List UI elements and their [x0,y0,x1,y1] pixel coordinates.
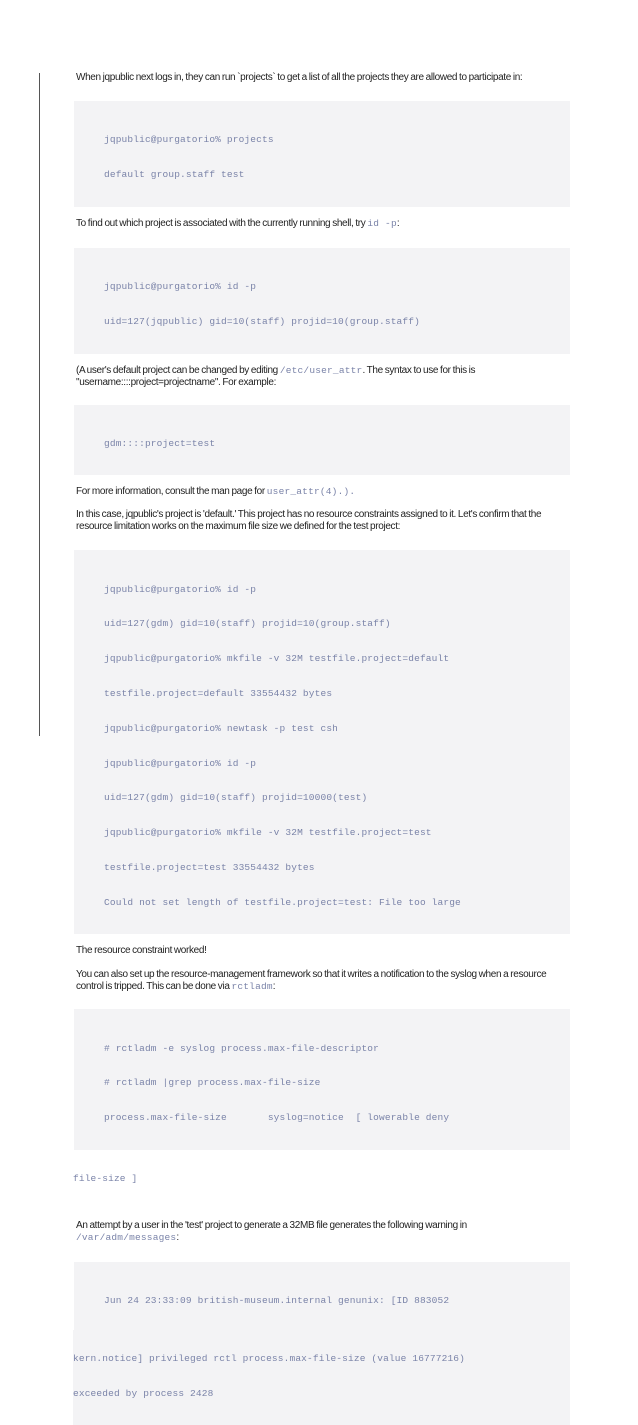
code-block-id [74,248,570,354]
paragraph-constraint-worked: The resource constraint worked! [76,945,207,957]
paragraph-warning [76,1220,570,1244]
code-line: # rctladm -e syslog process.max-file-descriptor [104,1042,379,1054]
code-block-rctladm [74,1009,570,1150]
code-line: exceeded by process 2428 [73,1387,214,1399]
code-line: jqpublic@purgatorio% id -p [104,757,257,769]
code-block-mkfile [74,550,570,934]
paragraph-resource-limit: In this case, jqpublic's project is 'default.' This project has no resource constraints assigned to it. Let's confirm that the resource limitation works on the maximum file size we defined for the test project: [76,509,542,533]
code-line: jqpublic@purgatorio% newtask -p test csh [104,722,339,734]
code-line: default group.staff test [104,168,245,180]
code-block-projects [74,101,570,207]
inline-code: /etc/user_attr [279,364,363,376]
paragraph-id-p [76,218,570,230]
code-line: jqpublic@purgatorio% projects [104,134,274,146]
code-block-messages [74,1262,570,1330]
code-line: process.max-file-size syslog=notice [ lowerable deny [104,1112,450,1124]
paragraph-text: You can also set up the resource-management framework so that it writes a notification to the syslog when a resource control is tripped. This can be done via [76,969,547,993]
inline-code: /var/adm/messages [76,1231,177,1243]
code-line: jqpublic@purgatorio% id -p [104,280,257,292]
code-continuation [73,1330,570,1425]
paragraph-text: : [396,217,400,229]
code-line: testfile.project=default 33554432 bytes [104,688,333,699]
paragraph-text: . The syntax to use for this is "username::::project=projectname". For example: [76,364,476,388]
paragraph-text: An attempt by a user in the 'test' project to generate a 32MB file generates the following warning in [76,1219,467,1231]
paragraph-text: : [176,1231,179,1243]
code-line: file-size ] [73,1173,138,1185]
inline-code: rctladm [231,981,273,993]
inline-code: user_attr(4).). [266,486,356,498]
code-line: jqpublic@purgatorio% mkfile -v 32M testfile.project=default [104,653,450,665]
paragraph-syslog [76,969,570,993]
code-line: kern.notice] privileged rctl process.max-file-size (value 16777216) [73,1353,466,1365]
paragraph-text: To find out which project is associated with the currently running shell, try [76,217,368,229]
paragraph-projects-intro: When jqpublic next logs in, they can run `projects` to get a list of all the projects they are allowed to participate in: [76,72,523,83]
code-line: Could not set length of testfile.project=test: File too large [104,896,461,908]
code-line: uid=127(gdm) gid=10(staff) projid=10000(test) [104,792,368,804]
paragraph-default-project [76,365,570,389]
code-line: jqpublic@purgatorio% mkfile -v 32M testfile.project=test [104,827,432,839]
paragraph-man-page [76,486,570,498]
paragraph-text: (A user's default project can be changed by editing [76,364,280,376]
code-continuation [73,1150,373,1208]
code-line: uid=127(gdm) gid=10(staff) projid=10(group.staff) [104,618,391,630]
code-line: uid=127(jqpublic) gid=10(staff) projid=10(group.staff) [104,315,420,327]
margin-rule [39,73,40,736]
code-line: Jun 24 23:33:09 british-museum.internal genunix: [ID 883052 [104,1295,450,1307]
code-line: # rctladm |grep process.max-file-size [104,1077,321,1089]
code-line: testfile.project=test 33554432 bytes [104,861,315,873]
paragraph-text: : [272,981,276,993]
code-line: jqpublic@purgatorio% id -p [104,583,257,595]
code-block-user-attr [74,405,570,476]
code-line: gdm::::project=test [104,437,216,449]
document-body [73,72,570,1425]
paragraph-text: For more information, consult the man page for [76,486,267,498]
inline-code: id -p [367,217,397,229]
